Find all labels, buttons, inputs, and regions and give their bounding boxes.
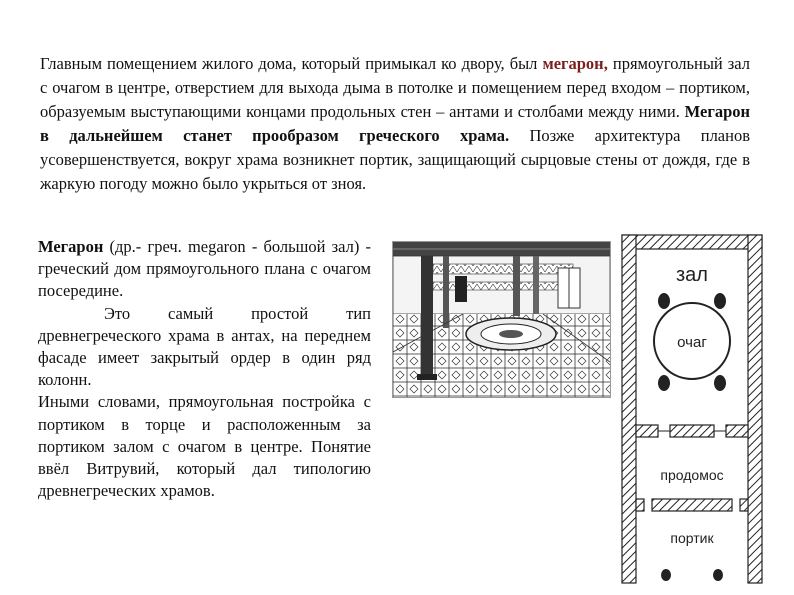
intro-text-3: Позже архитектура планов усовершенствуется, вокруг храма возникнет портик, защищающий сырцовые стены от дождя, где в жаркую погоду можно было укрыться от зноя. (40, 126, 750, 193)
column-marker (714, 375, 726, 391)
portico-column (713, 569, 723, 581)
megaron-keyword: мегарон, (542, 54, 608, 73)
definition-text: (др.- греч. megaron - большой зал) - греческий дом прямоугольного плана с очагом посередине. (38, 237, 371, 301)
intro-bold-sentence: Мегарон в дальнейшем станет прообразом греческого храма. (40, 102, 750, 145)
intro-text-2: прямоугольный зал с очагом в центре, отверстием для выхода дыма в потолке и помещением перед входом – портиком, образуемым выступающими концами продольных стен – антами и столбами между ними. (40, 54, 750, 121)
summary-paragraph: Иными словами, прямоугольная постройка с портиком в торце и расположенным за портиком залом с очагом в центре. Понятие ввёл Витрувий, который дал типологию древнегреческих храмов. (38, 392, 371, 501)
floor-plan-drawing (614, 233, 768, 586)
column-marker (714, 293, 726, 309)
megaron-floor-plan (614, 233, 768, 586)
definition-block (38, 236, 371, 502)
portico-label: портик (670, 530, 714, 546)
definition-term: Мегарон (38, 237, 104, 256)
megaron-interior-illustration (392, 241, 611, 398)
column-marker (658, 293, 670, 309)
temple-type-paragraph: Это самый простой тип древнегреческого храма в антах, на переднем фасаде имеет закрытый ордер в один ряд колонн. (38, 303, 371, 390)
prodomos-label: продомос (660, 467, 724, 483)
interior-drawing (393, 242, 610, 397)
intro-text-1: Главным помещением жилого дома, который примыкал ко двору, был (40, 54, 543, 73)
left-wall (622, 235, 636, 583)
definition-paragraph (38, 236, 371, 303)
back-wall (622, 235, 762, 249)
hearth-label: очаг (677, 334, 707, 351)
portico-column (661, 569, 671, 581)
intro-paragraph (40, 52, 750, 196)
hall-label: зал (676, 264, 708, 286)
right-wall (748, 235, 762, 583)
column-marker (658, 375, 670, 391)
